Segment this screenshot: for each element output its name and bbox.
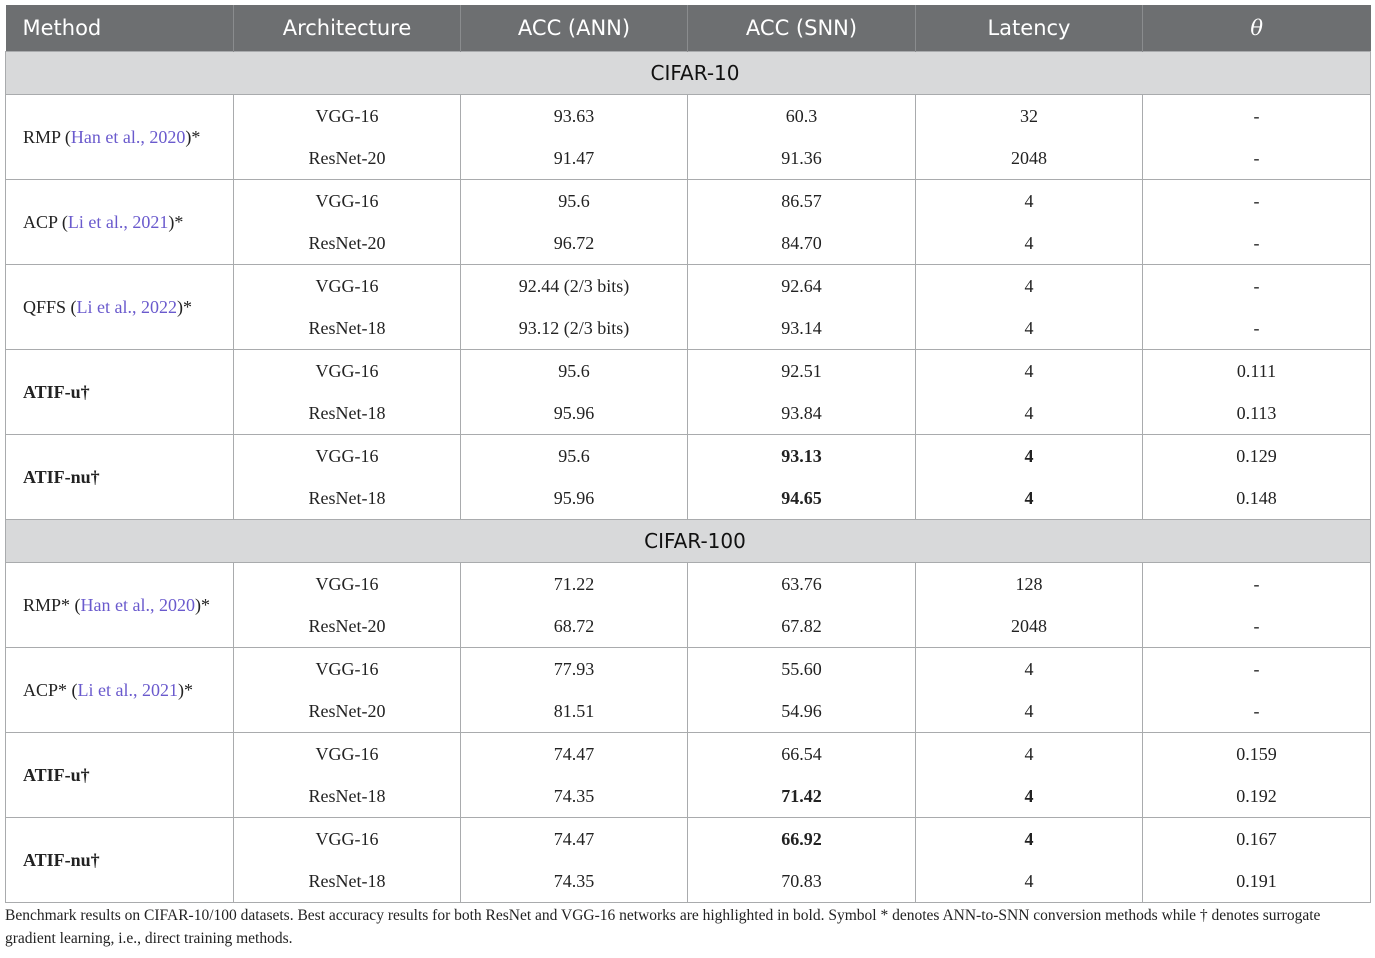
theta-cell: 0.167 — [1143, 818, 1371, 861]
theta-cell: - — [1143, 307, 1371, 350]
method-name: ATIF-nu† — [23, 466, 100, 487]
table-body — [6, 52, 1371, 903]
architecture-cell: ResNet-18 — [234, 860, 461, 903]
method-cell — [6, 733, 234, 818]
acc-snn-cell: 86.57 — [688, 180, 916, 223]
architecture-cell: VGG-16 — [234, 818, 461, 861]
acc-ann-cell: 95.6 — [461, 350, 688, 393]
latency-cell: 2048 — [916, 137, 1143, 180]
architecture-cell: ResNet-20 — [234, 222, 461, 265]
theta-cell: - — [1143, 648, 1371, 691]
citation-link[interactable]: Han et al., 2020 — [70, 126, 186, 147]
table-row — [6, 563, 1371, 606]
acc-ann-cell: 95.6 — [461, 180, 688, 223]
architecture-cell: ResNet-18 — [234, 477, 461, 520]
section-label: CIFAR-100 — [6, 520, 1371, 563]
architecture-cell: ResNet-18 — [234, 307, 461, 350]
header-acc-snn: ACC (SNN) — [688, 5, 916, 52]
theta-cell: - — [1143, 690, 1371, 733]
method-name: QFFS — [23, 296, 67, 317]
method-name: ACP — [23, 211, 58, 232]
latency-cell: 4 — [916, 690, 1143, 733]
section-row — [6, 520, 1371, 563]
method-name: ATIF-nu† — [23, 849, 100, 870]
method-suffix: * — [61, 594, 71, 615]
theta-cell: 0.148 — [1143, 477, 1371, 520]
latency-cell: 4 — [916, 392, 1143, 435]
table-caption: Benchmark results on CIFAR-10/100 datasets. Best accuracy results for both ResNet and VGG-16 networks are highlighted in bold. Symbol * denotes ANN-to-SNN conversion methods while † denotes surrogate gradient learning, i.e., direct training methods. — [5, 907, 1321, 947]
theta-cell: - — [1143, 137, 1371, 180]
table-row — [6, 435, 1371, 478]
architecture-cell: ResNet-20 — [234, 605, 461, 648]
latency-cell: 2048 — [916, 605, 1143, 648]
architecture-cell: VGG-16 — [234, 350, 461, 393]
acc-snn-cell: 67.82 — [688, 605, 916, 648]
citation-link[interactable]: Han et al., 2020 — [80, 594, 195, 615]
method-mark: * — [201, 594, 210, 615]
acc-snn-cell: 84.70 — [688, 222, 916, 265]
acc-ann-cell: 93.12 (2/3 bits) — [461, 307, 688, 350]
latency-cell: 4 — [916, 818, 1143, 861]
latency-cell: 4 — [916, 222, 1143, 265]
acc-snn-cell: 54.96 — [688, 690, 916, 733]
theta-cell: - — [1143, 180, 1371, 223]
architecture-cell: VGG-16 — [234, 435, 461, 478]
latency-cell: 4 — [916, 477, 1143, 520]
latency-cell: 4 — [916, 307, 1143, 350]
theta-cell: - — [1143, 605, 1371, 648]
architecture-cell: VGG-16 — [234, 648, 461, 691]
acc-ann-cell: 77.93 — [461, 648, 688, 691]
acc-ann-cell: 71.22 — [461, 563, 688, 606]
method-name: RMP — [23, 594, 62, 615]
method-cell — [6, 350, 234, 435]
acc-snn-cell: 93.84 — [688, 392, 916, 435]
latency-cell: 32 — [916, 95, 1143, 138]
acc-ann-cell: 92.44 (2/3 bits) — [461, 265, 688, 308]
theta-cell: 0.111 — [1143, 350, 1371, 393]
method-mark: * — [184, 679, 193, 700]
theta-cell: 0.113 — [1143, 392, 1371, 435]
acc-ann-cell: 74.47 — [461, 818, 688, 861]
latency-cell: 128 — [916, 563, 1143, 606]
acc-ann-cell: 74.47 — [461, 733, 688, 776]
acc-snn-cell: 60.3 — [688, 95, 916, 138]
section-row — [6, 52, 1371, 95]
acc-ann-cell: 93.63 — [461, 95, 688, 138]
theta-cell: 0.129 — [1143, 435, 1371, 478]
acc-snn-cell: 70.83 — [688, 860, 916, 903]
acc-ann-cell: 95.96 — [461, 477, 688, 520]
method-suffix: * — [58, 679, 68, 700]
architecture-cell: VGG-16 — [234, 95, 461, 138]
latency-cell: 4 — [916, 180, 1143, 223]
method-cell: ACP* (Li et al., 2021)* — [6, 648, 234, 733]
theta-cell: - — [1143, 95, 1371, 138]
method-name: ATIF-u† — [23, 764, 90, 785]
theta-cell: 0.192 — [1143, 775, 1371, 818]
latency-cell: 4 — [916, 435, 1143, 478]
architecture-cell: ResNet-18 — [234, 392, 461, 435]
method-cell: QFFS (Li et al., 2022)* — [6, 265, 234, 350]
architecture-cell: VGG-16 — [234, 180, 461, 223]
latency-cell: 4 — [916, 775, 1143, 818]
acc-ann-cell: 96.72 — [461, 222, 688, 265]
acc-snn-cell: 71.42 — [688, 775, 916, 818]
acc-snn-cell: 92.64 — [688, 265, 916, 308]
theta-cell: - — [1143, 265, 1371, 308]
header-row — [6, 5, 1371, 52]
header-architecture: Architecture — [234, 5, 461, 52]
acc-ann-cell: 74.35 — [461, 775, 688, 818]
citation-link[interactable]: Li et al., 2021 — [77, 679, 178, 700]
acc-snn-cell: 91.36 — [688, 137, 916, 180]
architecture-cell: ResNet-18 — [234, 775, 461, 818]
table-row — [6, 350, 1371, 393]
acc-ann-cell: 74.35 — [461, 860, 688, 903]
header-method: Method — [6, 5, 234, 52]
citation-link[interactable]: Li et al., 2022 — [76, 296, 178, 317]
latency-cell: 4 — [916, 350, 1143, 393]
table-row — [6, 95, 1371, 138]
method-name: ACP — [23, 679, 59, 700]
acc-snn-cell: 66.54 — [688, 733, 916, 776]
citation-link[interactable]: Li et al., 2021 — [67, 211, 169, 232]
method-name: RMP — [23, 126, 61, 147]
theta-cell: 0.191 — [1143, 860, 1371, 903]
acc-ann-cell: 95.6 — [461, 435, 688, 478]
header-acc-ann: ACC (ANN) — [461, 5, 688, 52]
architecture-cell: VGG-16 — [234, 563, 461, 606]
results-table-container — [5, 5, 1370, 903]
table-row — [6, 733, 1371, 776]
architecture-cell: ResNet-20 — [234, 690, 461, 733]
method-cell: ACP (Li et al., 2021)* — [6, 180, 234, 265]
latency-cell: 4 — [916, 265, 1143, 308]
method-cell: RMP* (Han et al., 2020)* — [6, 563, 234, 648]
method-mark: * — [191, 126, 201, 147]
results-table — [5, 5, 1371, 903]
acc-ann-cell: 68.72 — [461, 605, 688, 648]
table-row — [6, 818, 1371, 861]
section-label: CIFAR-10 — [6, 52, 1371, 95]
method-mark: * — [174, 211, 184, 232]
theta-cell: - — [1143, 222, 1371, 265]
latency-cell: 4 — [916, 648, 1143, 691]
acc-snn-cell: 93.14 — [688, 307, 916, 350]
acc-snn-cell: 63.76 — [688, 563, 916, 606]
latency-cell: 4 — [916, 860, 1143, 903]
table-row — [6, 648, 1371, 691]
theta-cell: 0.159 — [1143, 733, 1371, 776]
method-cell: RMP (Han et al., 2020)* — [6, 95, 234, 180]
acc-snn-cell: 66.92 — [688, 818, 916, 861]
acc-snn-cell: 94.65 — [688, 477, 916, 520]
theta-cell: - — [1143, 563, 1371, 606]
method-name: ATIF-u† — [23, 381, 90, 402]
header-latency: Latency — [916, 5, 1143, 52]
architecture-cell: ResNet-20 — [234, 137, 461, 180]
method-cell — [6, 818, 234, 903]
header-theta: θ — [1143, 5, 1371, 52]
table-row — [6, 180, 1371, 223]
acc-ann-cell: 91.47 — [461, 137, 688, 180]
table-row — [6, 265, 1371, 308]
acc-ann-cell: 81.51 — [461, 690, 688, 733]
latency-cell: 4 — [916, 733, 1143, 776]
acc-snn-cell: 55.60 — [688, 648, 916, 691]
method-cell — [6, 435, 234, 520]
acc-snn-cell: 92.51 — [688, 350, 916, 393]
acc-ann-cell: 95.96 — [461, 392, 688, 435]
method-mark: * — [183, 296, 193, 317]
acc-snn-cell: 93.13 — [688, 435, 916, 478]
architecture-cell: VGG-16 — [234, 265, 461, 308]
architecture-cell: VGG-16 — [234, 733, 461, 776]
